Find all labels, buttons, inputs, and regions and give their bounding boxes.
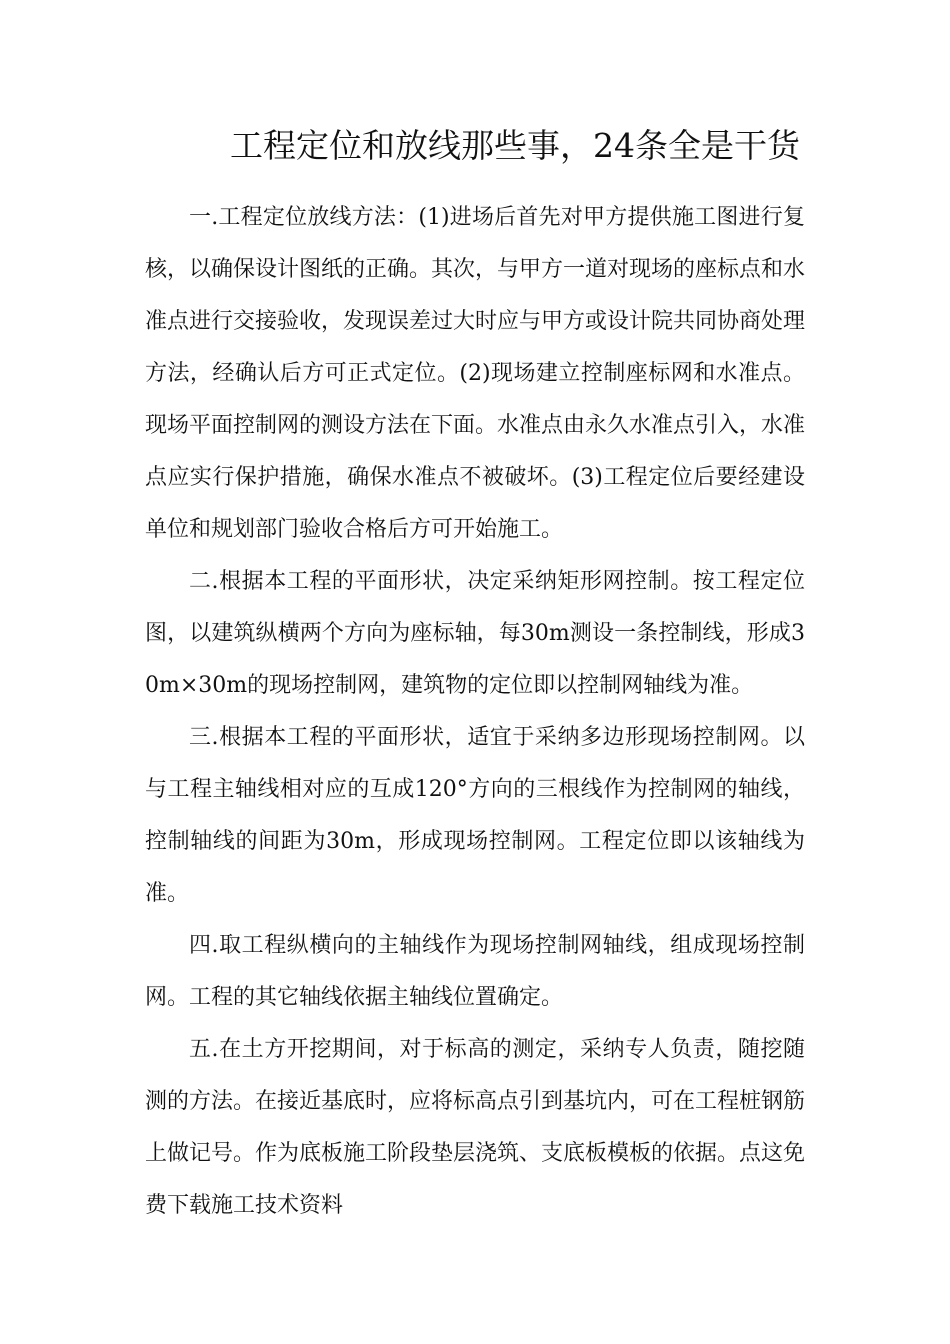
paragraph-2: 二.根据本工程的平面形状，决定采纳矩形网控制。按工程定位图，以建筑纵横两个方向为座标轴，每30m测设一条控制线，形成30m×30m的现场控制网，建筑物的定位即以控制网轴线为准。: [145, 569, 805, 698]
paragraph-3: 三.根据本工程的平面形状，适宜于采纳多边形现场控制网。以与工程主轴线相对应的互成120°方向的三根线作为控制网的轴线，控制轴线的间距为30m，形成现场控制网。工程定位即以该轴线为准。: [145, 725, 805, 906]
document-body: [145, 192, 805, 1232]
paragraph-4: 四.取工程纵横向的主轴线作为现场控制网轴线，组成现场控制网。工程的其它轴线依据主轴线位置确定。: [145, 933, 805, 1010]
paragraph-5: 五.在土方开挖期间，对于标高的测定，采纳专人负责，随挖随测的方法。在接近基底时，应将标高点引到基坑内，可在工程桩钢筋上做记号。作为底板施工阶段垫层浇筑、支底板模板的依据。点这免费下载施工技术资料: [145, 1037, 806, 1218]
paragraph-1: 一.工程定位放线方法：(1)进场后首先对甲方提供施工图进行复核，以确保设计图纸的正确。其次，与甲方一道对现场的座标点和水准点进行交接验收，发现误差过大时应与甲方或设计院共同协商处理方法，经确认后方可正式定位。(2)现场建立控制座标网和水准点。现场平面控制网的测设方法在下面。水准点由永久水准点引入，水准点应实行保护措施，确保水准点不被破坏。(3)工程定位后要经建设单位和规划部门验收合格后方可开始施工。: [145, 205, 806, 542]
document-title: 工程定位和放线那些事，24条全是干货: [230, 126, 800, 165]
